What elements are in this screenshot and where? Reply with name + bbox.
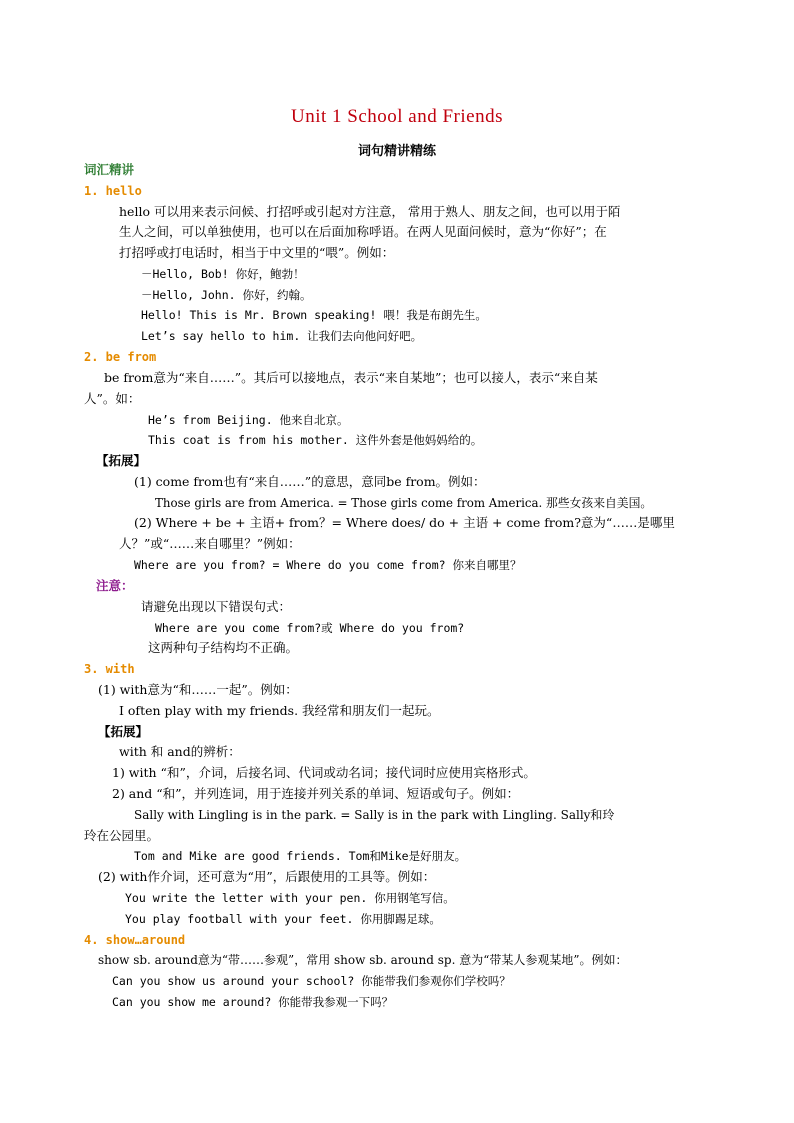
note-label: 注意： (96, 578, 134, 593)
example-line: Sally with Lingling is in the park. = Sally is in the park with Lingling. Sally和玲 (134, 808, 615, 822)
example-line: You play football with your feet. 你用脚踢足球。 (125, 912, 441, 926)
extension-line: 人？”或“……来自哪里？”例如： (119, 536, 301, 551)
paragraph-line: (2) with作介词，还可意为“用”，后跟使用的工具等。例如： (98, 869, 436, 884)
example-line: This coat is from his mother. 这件外套是他妈妈给的。 (148, 433, 483, 447)
page-subtitle: 词句精讲精练 (357, 144, 436, 159)
section-heading-with: 3. with (84, 662, 135, 676)
paragraph-line: 生人之间，可以单独使用，也可以在后面加称呼语。在两人见面问候时，意为“你好”；在 (119, 224, 607, 239)
extension-label: 【拓展】 (98, 724, 149, 739)
note-line: 请避免出现以下错误句式： (141, 599, 292, 614)
example-line: 玲在公园里。 (84, 828, 160, 843)
extension-line: (2) Where + be + 主语+ from？= Where does/ do + 主语 + come from?意为“……是哪里 (134, 515, 675, 530)
note-line: 这两种句子结构均不正确。 (148, 640, 299, 655)
example-line: Hello! This is Mr. Brown speaking! 喂！我是布朗先生。 (141, 308, 487, 322)
vocab-heading: 词汇精讲 (84, 162, 135, 177)
example-line: He’s from Beijing. 他来自北京。 (148, 413, 349, 427)
example-line: －Hello, John. 你好，约翰。 (141, 288, 312, 302)
example-line: Tom and Mike are good friends. Tom和Mike是好朋友。 (134, 849, 467, 863)
section-heading-show-around: 4. show…around (84, 933, 186, 947)
extension-line: 1) with “和”，介词，后接名词、代词或动名词；接代词时应使用宾格形式。 (112, 765, 536, 780)
example-line: Where are you from? = Where do you come from? 你来自哪里？ (134, 558, 522, 572)
paragraph-line: hello 可以用来表示问候、打招呼或引起对方注意， 常用于熟人、朋友之间，也可以用于陌 (119, 204, 621, 219)
note-line: Where are you come from?或 Where do you from? (155, 621, 465, 635)
paragraph-line: (1) with意为“和……一起”。例如： (98, 682, 298, 697)
section-heading-hello: 1. hello (84, 184, 142, 198)
paragraph-line: be from意为“来自……”。其后可以接地点，表示“来自某地”；也可以接人，表示“来自某 (104, 370, 598, 385)
example-line: I often play with my friends. 我经常和朋友们一起玩。 (119, 703, 440, 718)
paragraph-line: 人”。如： (84, 391, 141, 406)
extension-line: 2) and “和”，并列连词，用于连接并列关系的单词、短语或句子。例如： (112, 786, 520, 801)
extension-label: 【拓展】 (96, 453, 147, 468)
example-line: －Hello, Bob! 你好，鲍勃！ (141, 267, 305, 281)
example-line: Can you show me around? 你能带我参观一下吗？ (112, 995, 394, 1009)
example-line: Those girls are from America. = Those girls come from America. 那些女孩来自美国。 (155, 496, 653, 510)
extension-line: with 和 and的辨析： (119, 744, 241, 759)
example-line: Let’s say hello to him. 让我们去向他问好吧。 (141, 329, 423, 343)
example-line: You write the letter with your pen. 你用钢笔写信。 (125, 891, 455, 905)
example-line: Can you show us around your school? 你能带我们参观你们学校吗？ (112, 974, 511, 988)
section-heading-be-from: 2. be from (84, 350, 157, 364)
paragraph-line: show sb. around意为“带……参观”，常用 show sb. around sp. 意为“带某人参观某地”。例如： (98, 953, 628, 967)
extension-line: (1) come from也有“来自……”的意思，意同be from。例如： (134, 474, 486, 489)
page-title: Unit 1 School and Friends (291, 106, 503, 127)
paragraph-line: 打招呼或打电话时，相当于中文里的“喂”。例如： (119, 245, 395, 260)
